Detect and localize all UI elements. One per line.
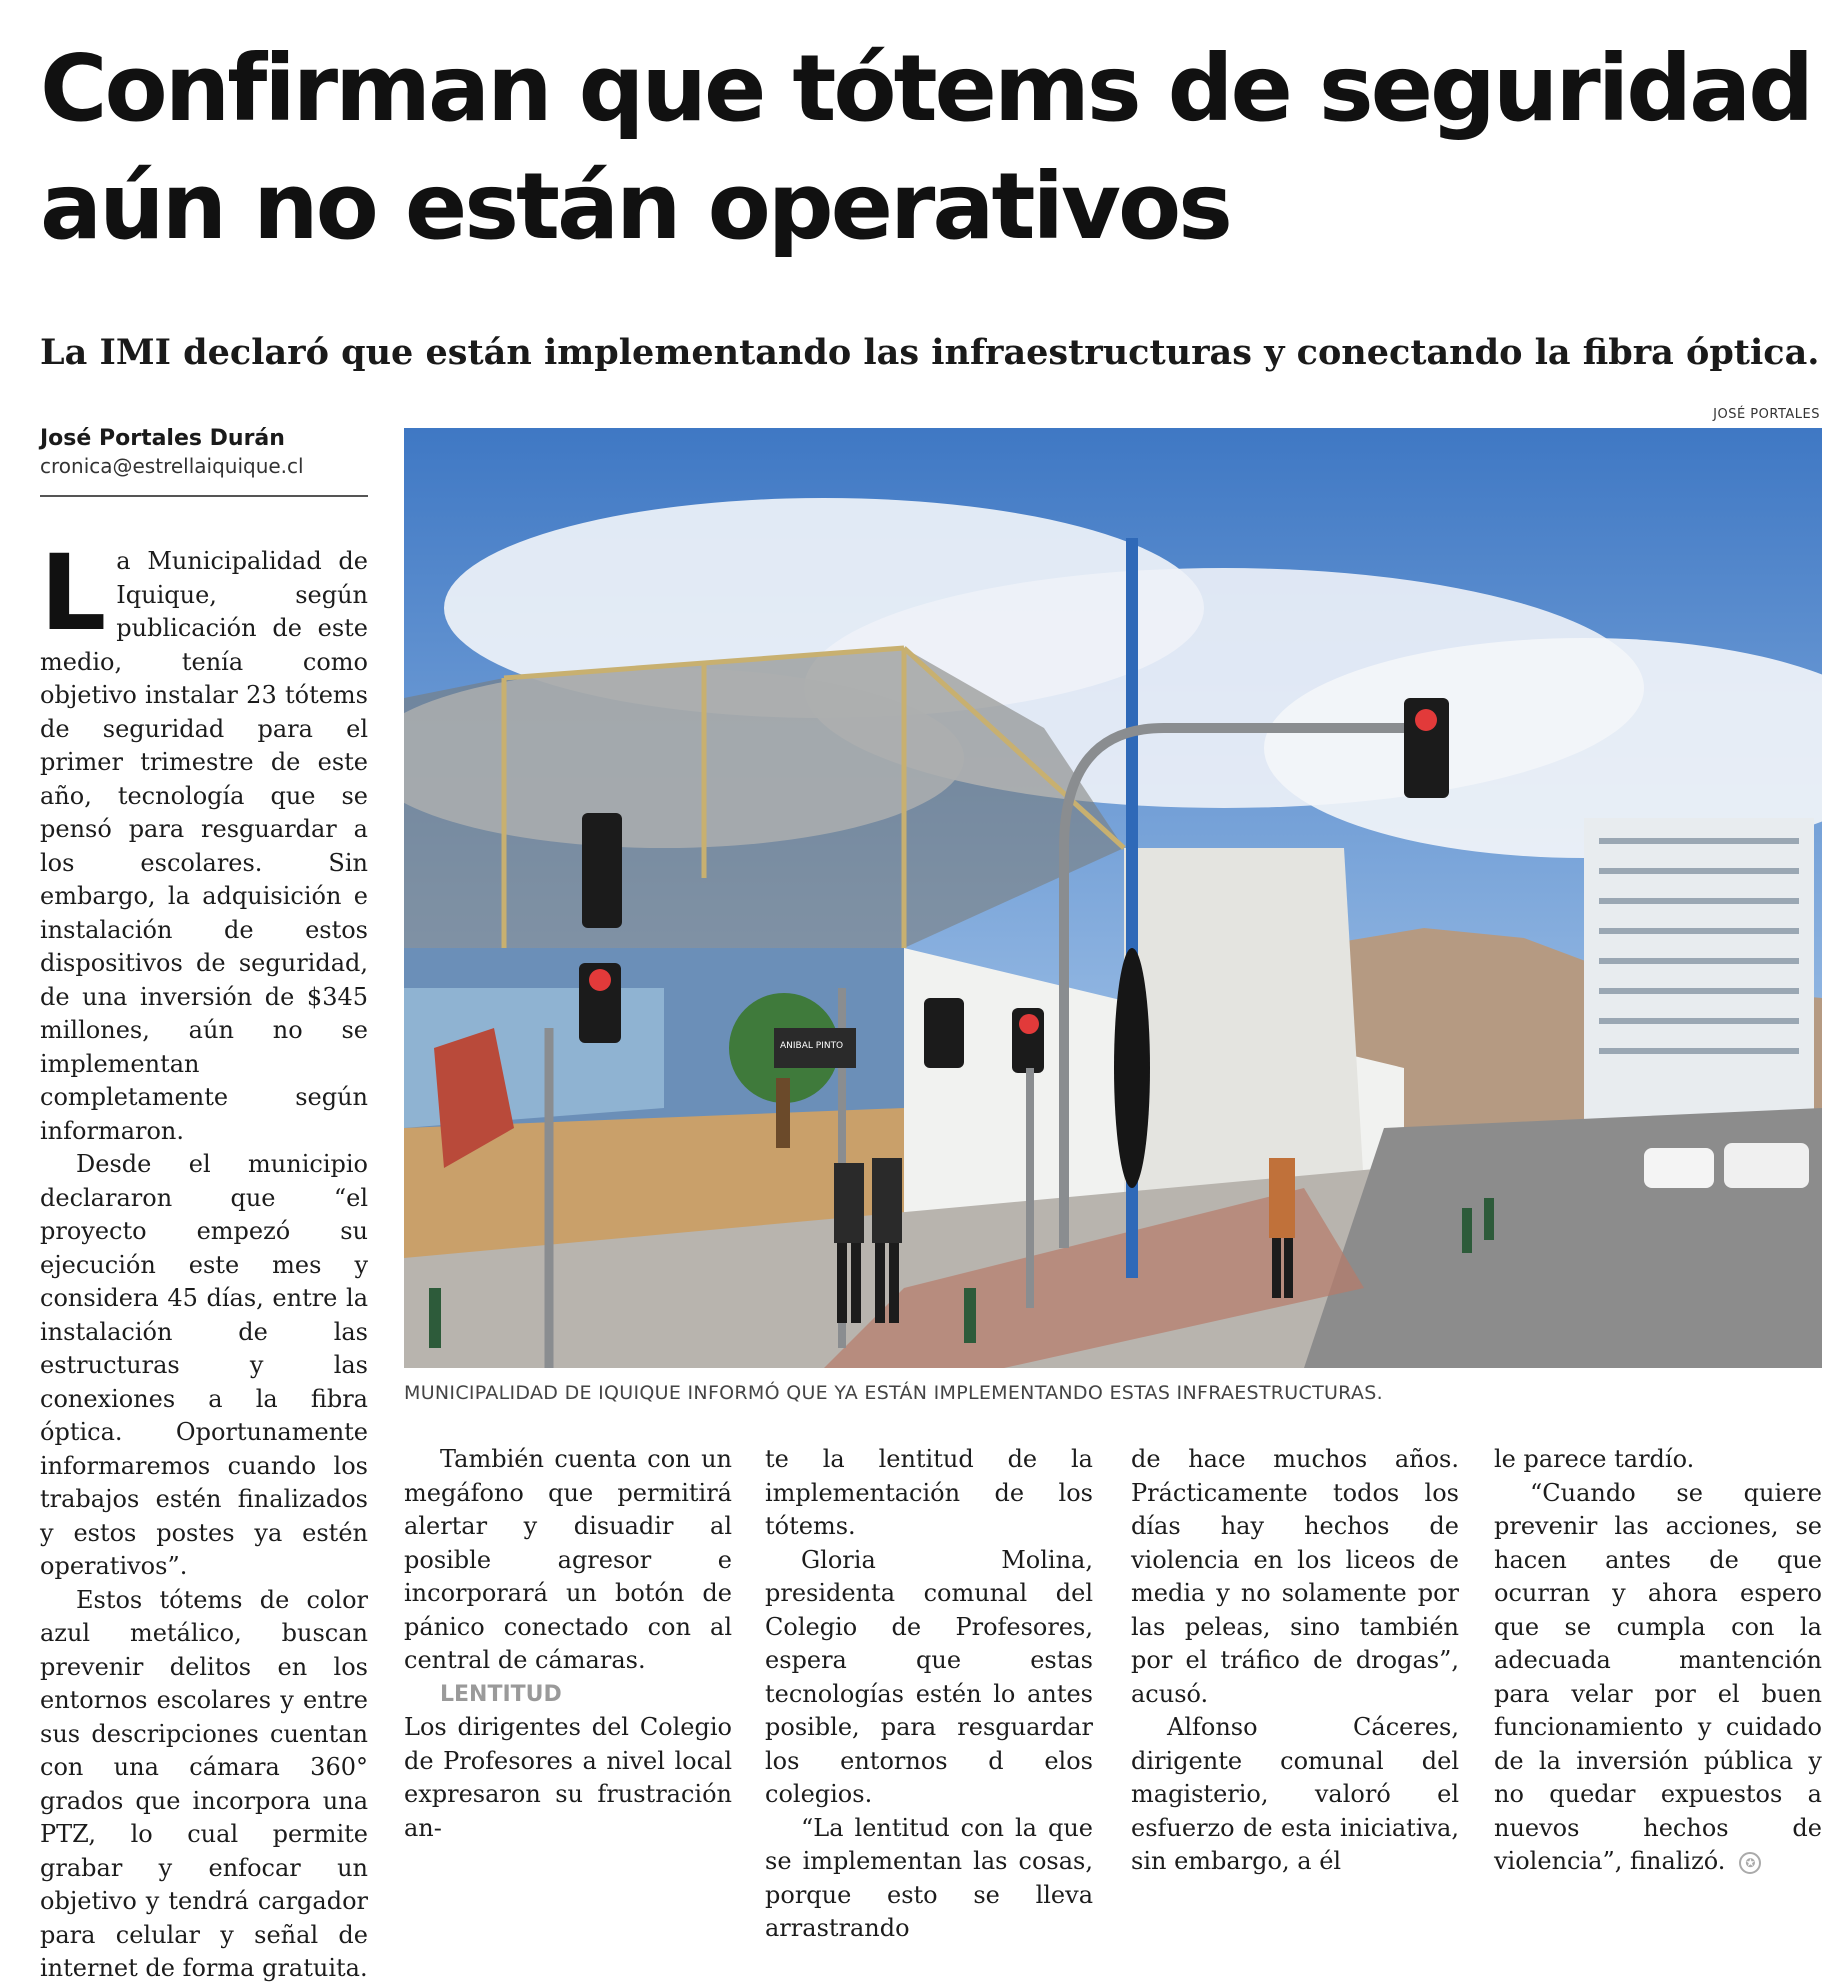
article-photo xyxy=(404,428,1822,1368)
photo-caption: MUNICIPALIDAD DE IQUIQUE INFORMÓ QUE YA ESTÁN IMPLEMENTANDO ESTAS INFRAESTRUCTURAS. xyxy=(404,1382,1383,1404)
street-sign-text: ANIBAL PINTO xyxy=(780,1041,844,1051)
article-paragraph: Estos tótems de color azul metálico, buscan prevenir delitos en los entornos escolares y entre sus descripciones cuentan con una cámara 360° grados que incorpora una PTZ, lo cual permite grabar y enfocar un objetivo y tendrá cargador para celular y señal de internet de forma gratuita. xyxy=(40,1585,368,1982)
article-paragraph: de hace muchos años. Prácticamente todos los días hay hechos de violencia en los liceos de media y no solamente por las peleas, sino también por el tráfico de drogas”, acusó. xyxy=(1131,1445,1459,1708)
article-paragraph: Gloria Molina, presidenta comunal del Colegio de Profesores, espera que estas tecnologías estén lo antes posible, para resguardar los entornos d elos colegios. xyxy=(765,1545,1093,1808)
end-mark-icon: ✪ xyxy=(1739,1852,1761,1874)
article-paragraph: Los dirigentes del Colegio de Profesores a nivel local expresaron su frustración an- xyxy=(404,1713,732,1842)
section-heading: LENTITUD xyxy=(440,1681,562,1707)
article-column-2 xyxy=(404,1443,732,1845)
byline-email[interactable]: cronica@estrellaiquique.cl xyxy=(40,454,304,478)
article-column-4 xyxy=(1131,1443,1459,1879)
paragraph-text: a Municipalidad de Iquique, según publicación de este medio, tenía como objetivo instalar 23 tótems de seguridad para el primer trimestre de este año, tecnología que se pensó para resguardar a los escolares. Sin embargo, la adquisición e instalación de estos dispositivos de seguridad, de una inversión de $345 millones, aún no se implementan completamente según informaron. xyxy=(40,547,368,1145)
article-paragraph: “La lentitud con la que se implementan las cosas, porque esto se lleva arrastrando xyxy=(765,1813,1093,1942)
article-paragraph xyxy=(1494,1477,1822,1879)
subhead: La IMI declaró que están implementando las infraestructuras y conectando la fibra óptica. xyxy=(40,332,1820,373)
headline: Confirman que tótems de seguridad aún no están operativos xyxy=(40,35,1812,260)
article-paragraph: Desde el municipio declararon que “el proyecto empezó su ejecución este mes y considera 45 días, entre la instalación de las estructuras y las conexiones a la fibra óptica. Oportunamente informaremos cuando los trabajos estén finalizados y estos postes ya estén operativos”. xyxy=(40,1150,368,1580)
photo-credit: JOSÉ PORTALES xyxy=(1713,407,1820,422)
article-paragraph: le parece tardío. xyxy=(1494,1445,1695,1473)
article-paragraph xyxy=(40,532,368,1148)
article-column-5 xyxy=(1494,1443,1822,1879)
drop-cap: L xyxy=(40,532,107,654)
article-column-3 xyxy=(765,1443,1093,1946)
byline-author: José Portales Durán xyxy=(40,426,285,451)
article-paragraph: te la lentitud de la implementación de los tótems. xyxy=(765,1445,1093,1540)
article-column-1 xyxy=(40,532,368,1986)
article-paragraph: Alfonso Cáceres, dirigente comunal del magisterio, valoró el esfuerzo de esta iniciativa, sin embargo, a él xyxy=(1131,1713,1459,1875)
byline xyxy=(40,425,368,497)
paragraph-text: “Cuando se quiere prevenir las acciones, se hacen antes de que ocurran y ahora espero que se cumpla con la adecuada mantención para velar por el buen funcionamiento y cuidado de la inversión pública y no quedar expuestos a nuevos hechos de violencia”, finalizó. xyxy=(1494,1478,1822,1875)
article-paragraph: También cuenta con un megáfono que permitirá alertar y disuadir al posible agresor e incorporará un botón de pánico conectado con al central de cámaras. xyxy=(404,1445,732,1674)
